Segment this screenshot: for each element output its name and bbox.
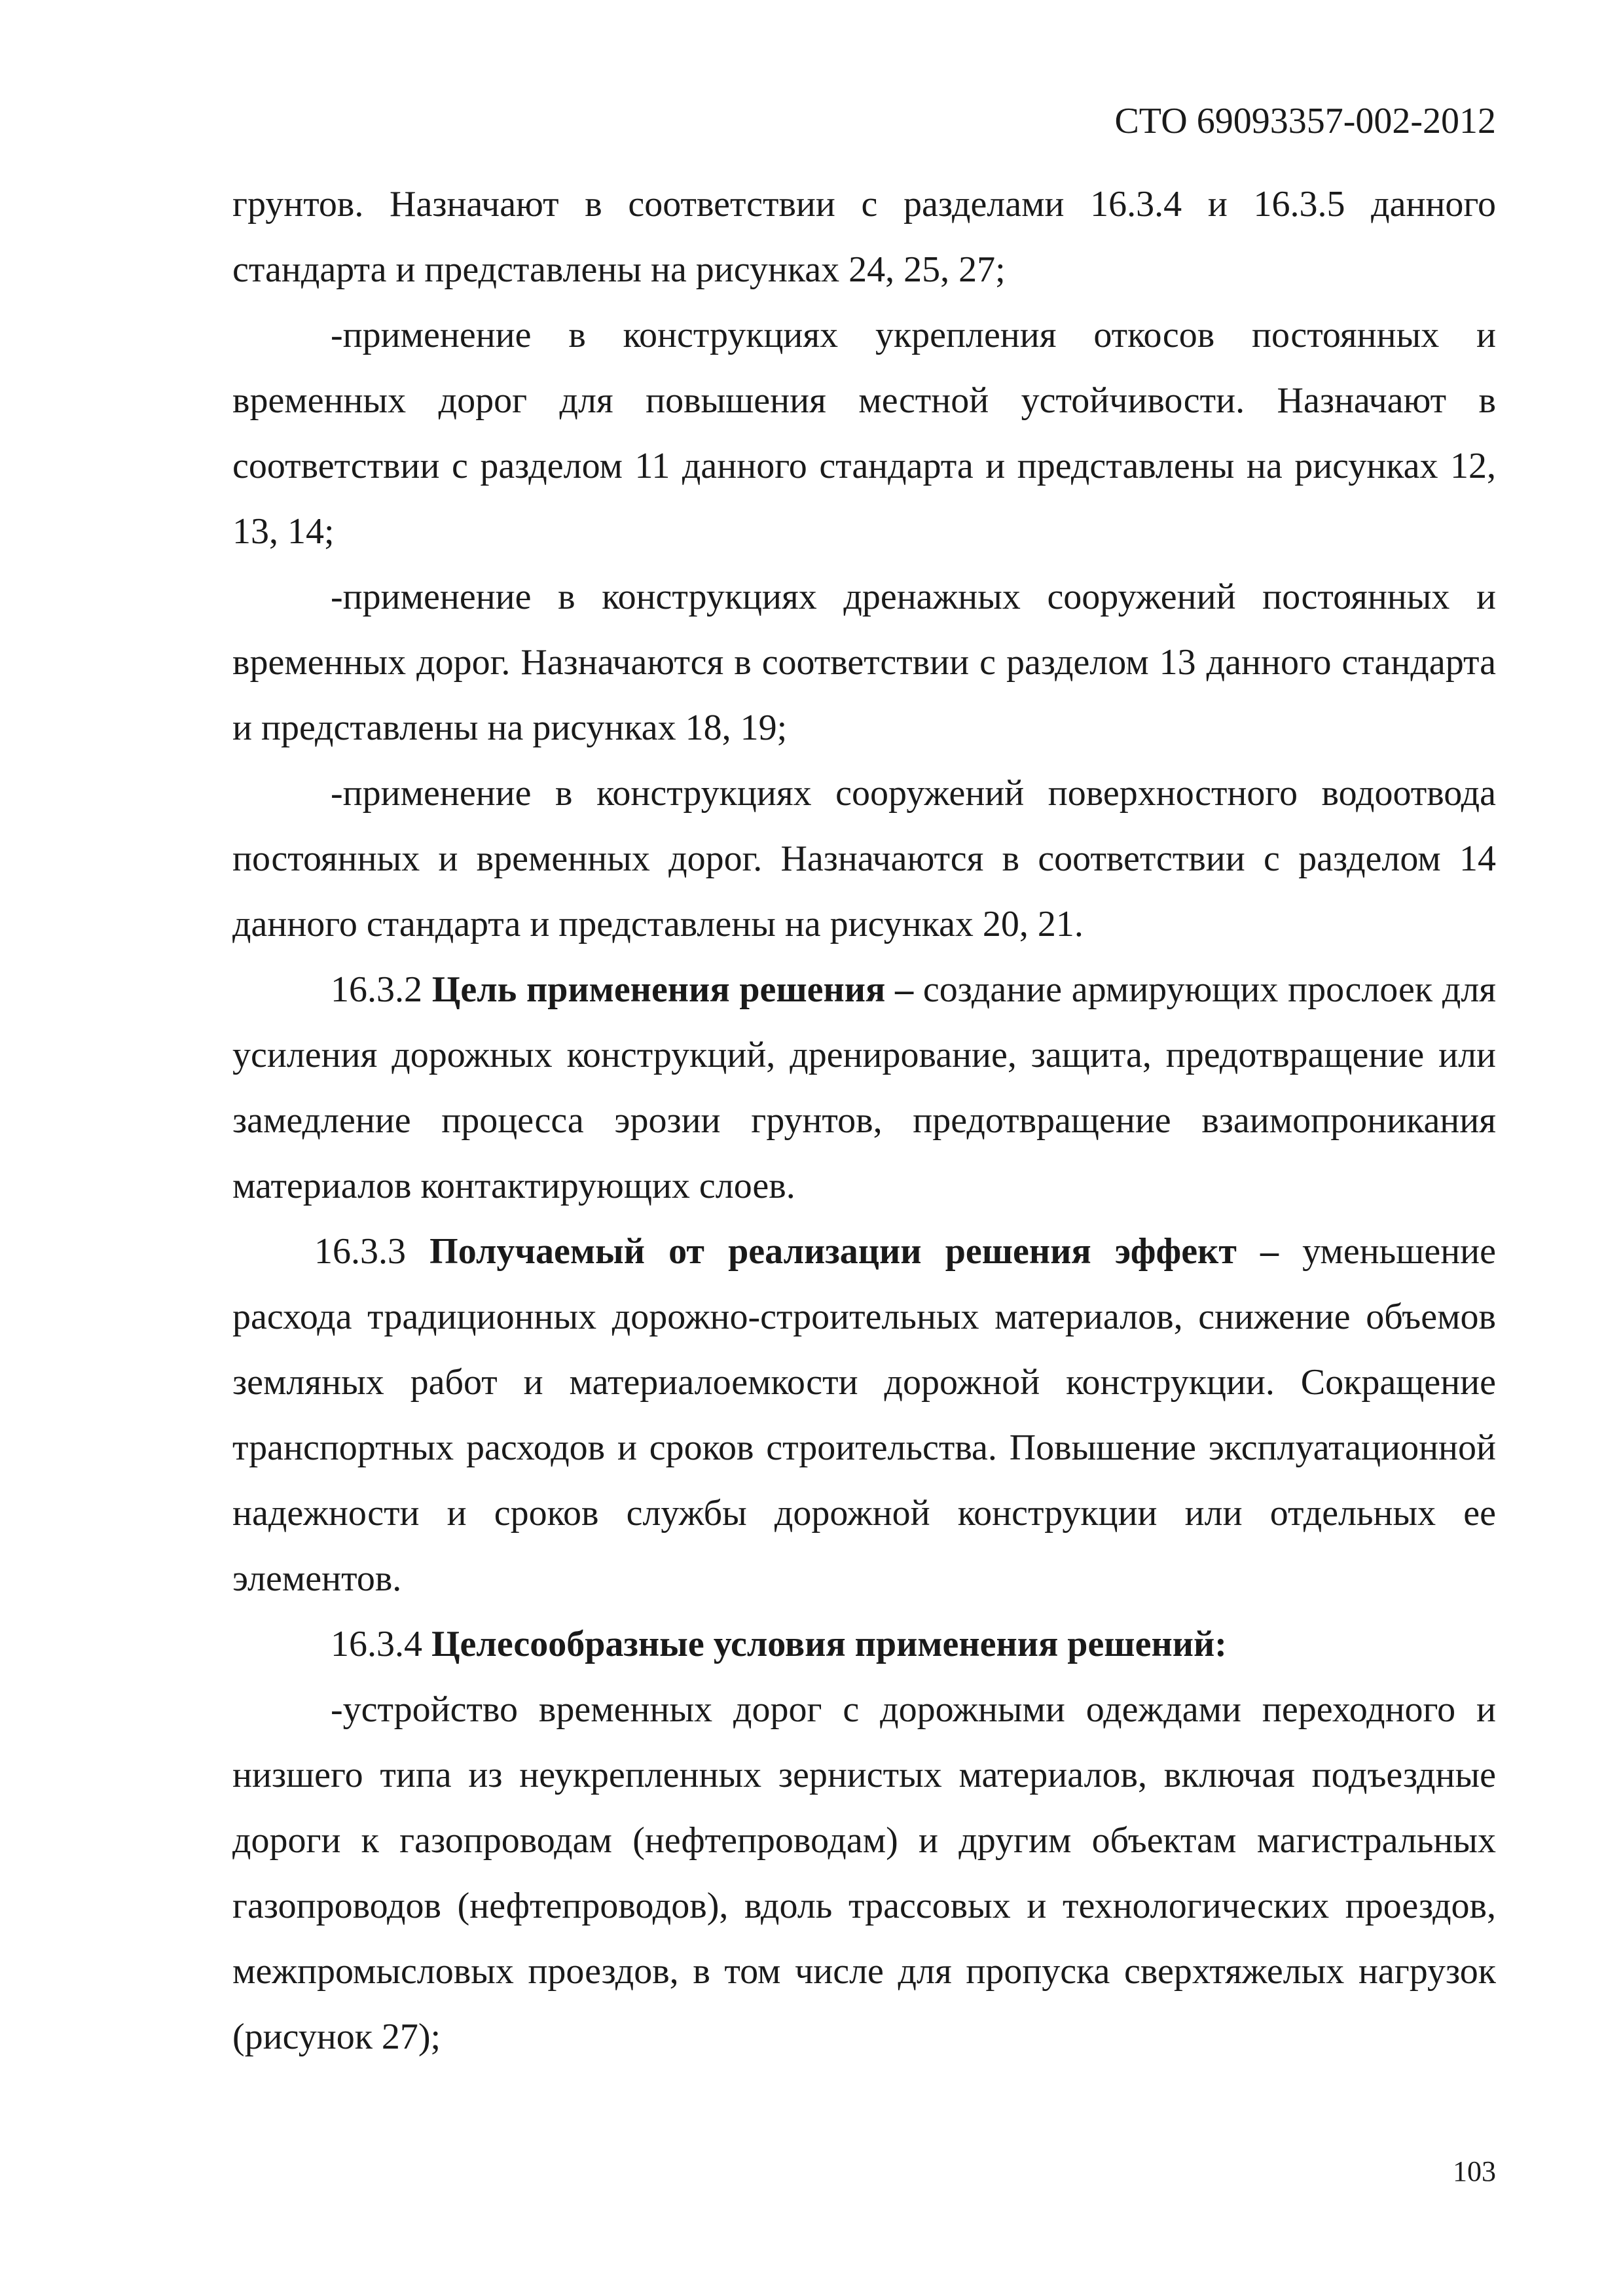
section-heading: Получаемый от реализации решения эффект – [429, 1231, 1279, 1272]
list-item-surface-drainage: -применение в конструкциях сооружений поверхностного водоотвода постоянных и временных дорог. Назначаются в соответствии с разделом 14 данного стандарта и представлены на рисунках 20, 21. [232, 773, 1496, 944]
list-item-temporary-roads: -устройство временных дорог с дорожными одеждами переходного и низшего типа из неукрепленных зернистых материалов, включая подъездные дороги к газопроводам (нефтепроводам) и другим объектам магистральных газопроводов (нефтепроводов), вдоль трассовых и технологических проездов, межпромысловых проездов, в том числе для пропуска сверхтяжелых нагрузок (рисунок 27); [232, 1689, 1496, 2057]
document-code-header: СТО 69093357-002-2012 [1114, 101, 1496, 141]
paragraph-continuation: грунтов. Назначают в соответствии с разделами 16.3.4 и 16.3.5 данного стандарта и представлены на рисунках 24, 25, 27; [232, 184, 1496, 290]
section-heading: Цель применения решения – [431, 969, 914, 1010]
section-number: 16.3.2 [331, 969, 432, 1010]
section-heading: Целесообразные условия применения решений: [431, 1624, 1227, 1664]
list-item-slope-reinforcement: -применение в конструкциях укрепления откосов постоянных и временных дорог для повышения местной устойчивости. Назначают в соответствии с разделом 11 данного стандарта и представлены на рисунках 12, 13, 14; [232, 315, 1496, 552]
section-number: 16.3.4 [331, 1624, 431, 1664]
page-number: 103 [1453, 2155, 1496, 2187]
list-item-drainage-structures: -применение в конструкциях дренажных сооружений постоянных и временных дорог. Назначаются в соответствии с разделом 13 данного стандарта и представлены на рисунках 18, 19; [232, 577, 1496, 748]
body-text [232, 171, 1496, 2070]
section-number: 16.3.3 [314, 1231, 430, 1272]
section-16-3-3: 16.3.3 Получаемый от реализации решения эффект – уменьшение расхода традиционных дорожно-строительных материалов, снижение объемов земляных работ и материалоемкости дорожной конструкции. Сокращение транспортных расходов и сроков строительства. Повышение эксплуатационной надежности и сроков службы дорожной конструкции или отдельных ее элементов. [232, 1231, 1496, 1599]
section-16-3-2: 16.3.2 Цель применения решения – создание армирующих прослоек для усиления дорожных конструкций, дренирование, защита, предотвращение или замедление процесса эрозии грунтов, предотвращение взаимопроникания материалов контактирующих слоев. [232, 969, 1497, 1206]
section-16-3-4 [232, 1611, 1496, 1677]
